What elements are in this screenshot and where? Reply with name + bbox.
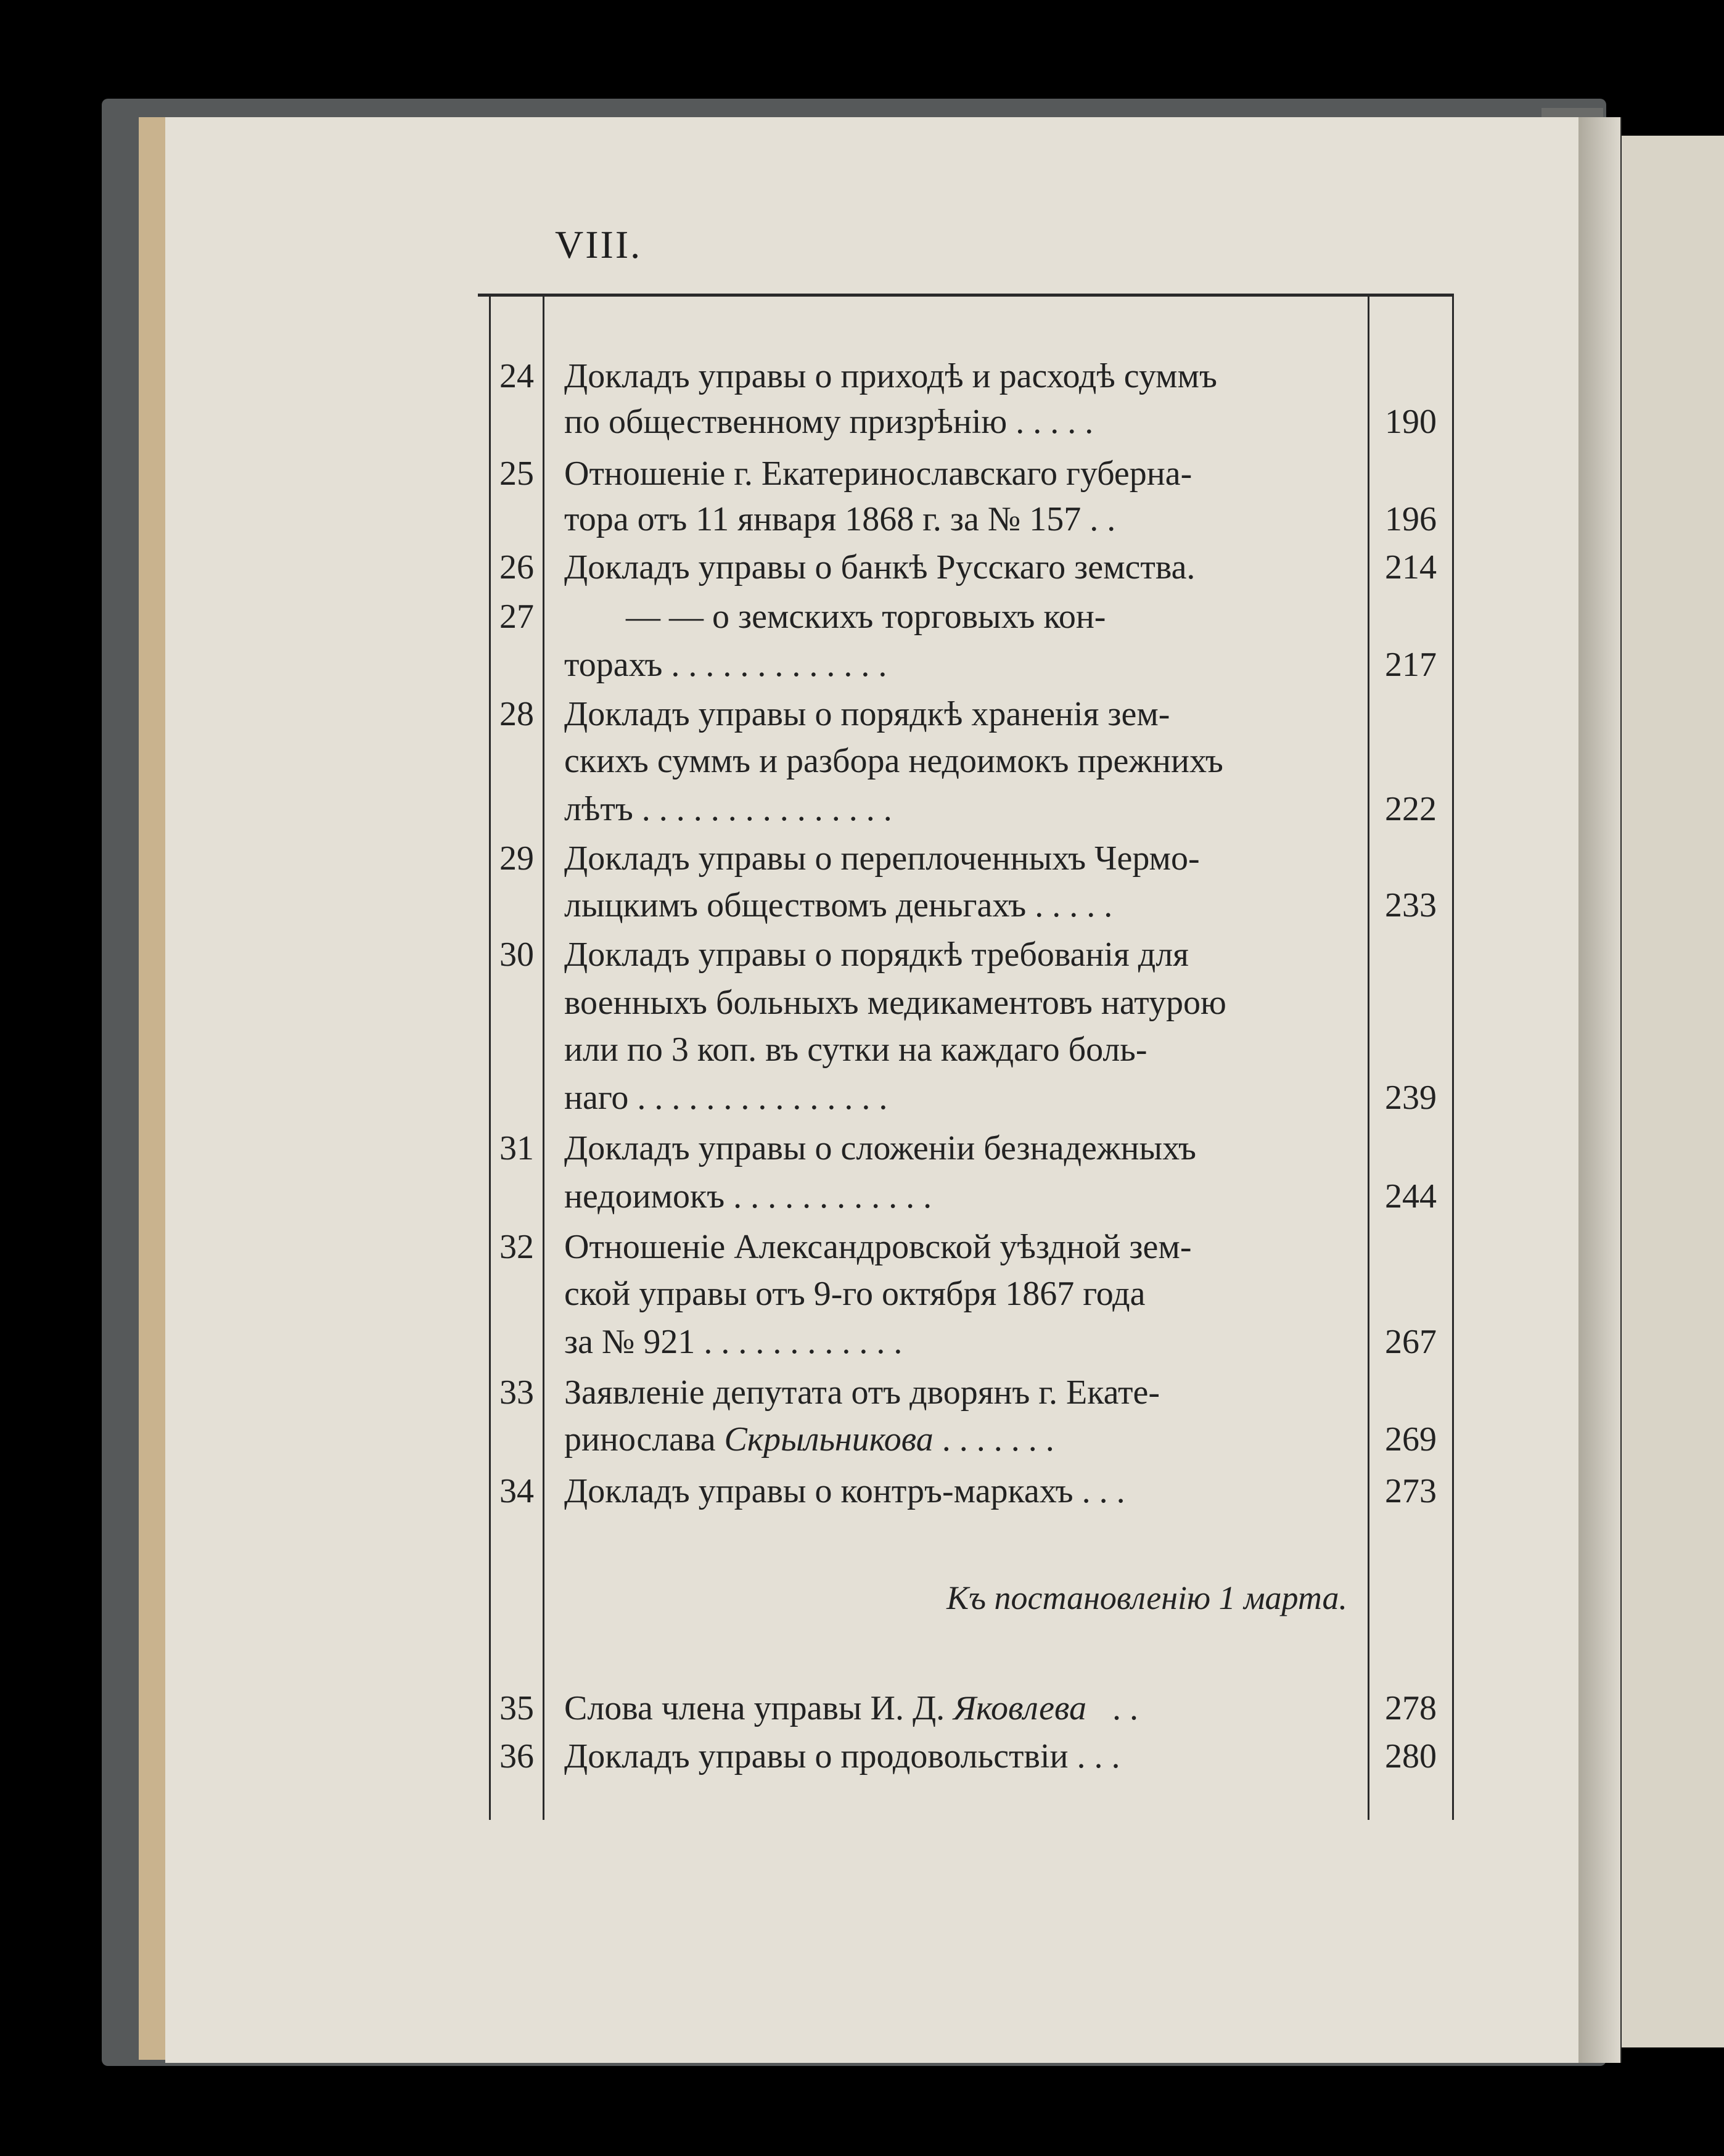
entry-page: 190 bbox=[1385, 403, 1437, 441]
entry-name-italic: Скрыльникова bbox=[724, 1420, 934, 1459]
entry-text: Докладъ управы о контръ-маркахъ . . . bbox=[564, 1472, 1125, 1510]
entry-leader-dots: . . bbox=[1112, 1689, 1138, 1727]
entry-page: 196 bbox=[1385, 500, 1437, 538]
section-heading: Къ постановленію 1 марта. bbox=[946, 1579, 1347, 1616]
entry-text-line bbox=[564, 1420, 1347, 1459]
entry-text: за № 921 . . . . . . . . . . . . bbox=[564, 1323, 903, 1361]
entry-number: 31 bbox=[499, 1129, 534, 1167]
entry-number: 25 bbox=[499, 455, 534, 493]
column-rule bbox=[543, 297, 544, 1820]
entry-text: ской управы отъ 9-го октября 1867 года bbox=[564, 1275, 1146, 1313]
entry-number: 32 bbox=[499, 1228, 534, 1266]
entry-number: 26 bbox=[499, 548, 534, 586]
entry-page: 239 bbox=[1385, 1079, 1437, 1117]
table-top-rule bbox=[478, 294, 1454, 297]
entry-page: 278 bbox=[1385, 1689, 1437, 1727]
entry-text: — — о земскихъ торговыхъ кон- bbox=[626, 598, 1106, 636]
entry-page: 217 bbox=[1385, 646, 1437, 684]
entry-text: Докладъ управы о переплоченныхъ Чермо- bbox=[564, 839, 1200, 878]
entry-text: недоимокъ . . . . . . . . . . . . bbox=[564, 1177, 932, 1216]
entry-leader-dots: . . . . . . . bbox=[942, 1420, 1054, 1459]
entry-text: Отношеніе Александровской уѣздной зем- bbox=[564, 1228, 1192, 1266]
entry-page: 233 bbox=[1385, 886, 1437, 924]
entry-text: Заявленіе депутата отъ дворянъ г. Екате- bbox=[564, 1373, 1160, 1412]
page-number-folio: VIII. bbox=[555, 223, 642, 266]
entry-text: Докладъ управы о порядкѣ требованія для bbox=[564, 936, 1189, 974]
entry-page: 214 bbox=[1385, 548, 1437, 586]
entry-number: 30 bbox=[499, 936, 534, 974]
entry-number: 29 bbox=[499, 839, 534, 878]
entry-page: 280 bbox=[1385, 1737, 1437, 1775]
entry-number: 34 bbox=[499, 1472, 534, 1510]
entry-number: 36 bbox=[499, 1737, 534, 1775]
entry-number: 27 bbox=[499, 598, 534, 636]
entry-number: 28 bbox=[499, 695, 534, 733]
entry-text: лѣтъ . . . . . . . . . . . . . . . bbox=[564, 790, 892, 828]
column-rule bbox=[489, 297, 491, 1820]
entry-page: 244 bbox=[1385, 1177, 1437, 1216]
entry-page: 267 bbox=[1385, 1323, 1437, 1361]
entry-text: торахъ . . . . . . . . . . . . . bbox=[564, 646, 887, 684]
entry-text: военныхъ больныхъ медикаментовъ натурою bbox=[564, 984, 1226, 1022]
entry-text-line bbox=[564, 1689, 1347, 1728]
facing-page bbox=[1622, 136, 1724, 2047]
entry-text: Докладъ управы о приходѣ и расходѣ суммъ bbox=[564, 357, 1217, 395]
entry-text: тора отъ 11 января 1868 г. за № 157 . . bbox=[564, 500, 1116, 538]
entry-text: по общественному призрѣнію . . . . . bbox=[564, 403, 1094, 441]
gutter-shadow bbox=[1578, 117, 1622, 2063]
entry-text: наго . . . . . . . . . . . . . . . bbox=[564, 1079, 888, 1117]
entry-text: лыцкимъ обществомъ деньгахъ . . . . . bbox=[564, 886, 1113, 924]
entry-text: Докладъ управы о продовольствіи . . . bbox=[564, 1737, 1120, 1775]
entry-text: Слова члена управы И. Д. bbox=[564, 1689, 945, 1727]
entry-name-italic: Яковлева bbox=[953, 1689, 1086, 1727]
entry-text: или по 3 коп. въ сутки на каждаго боль- bbox=[564, 1031, 1147, 1069]
column-rule bbox=[1452, 297, 1454, 1820]
entry-text: Докладъ управы о сложеніи безнадежныхъ bbox=[564, 1129, 1196, 1167]
entry-page: 273 bbox=[1385, 1472, 1437, 1510]
entry-text: Докладъ управы о банкѣ Русскаго земства. bbox=[564, 548, 1196, 586]
entry-text: ринослава bbox=[564, 1420, 716, 1459]
entry-text: Докладъ управы о порядкѣ храненія зем- bbox=[564, 695, 1170, 733]
entry-text: скихъ суммъ и разбора недоимокъ прежнихъ bbox=[564, 742, 1223, 780]
entry-number: 35 bbox=[499, 1689, 534, 1727]
entry-page: 269 bbox=[1385, 1420, 1437, 1459]
entry-number: 33 bbox=[499, 1373, 534, 1412]
entry-text: Отношеніе г. Екатеринославскаго губерна- bbox=[564, 455, 1192, 493]
entry-page: 222 bbox=[1385, 790, 1437, 828]
entry-number: 24 bbox=[499, 357, 534, 395]
